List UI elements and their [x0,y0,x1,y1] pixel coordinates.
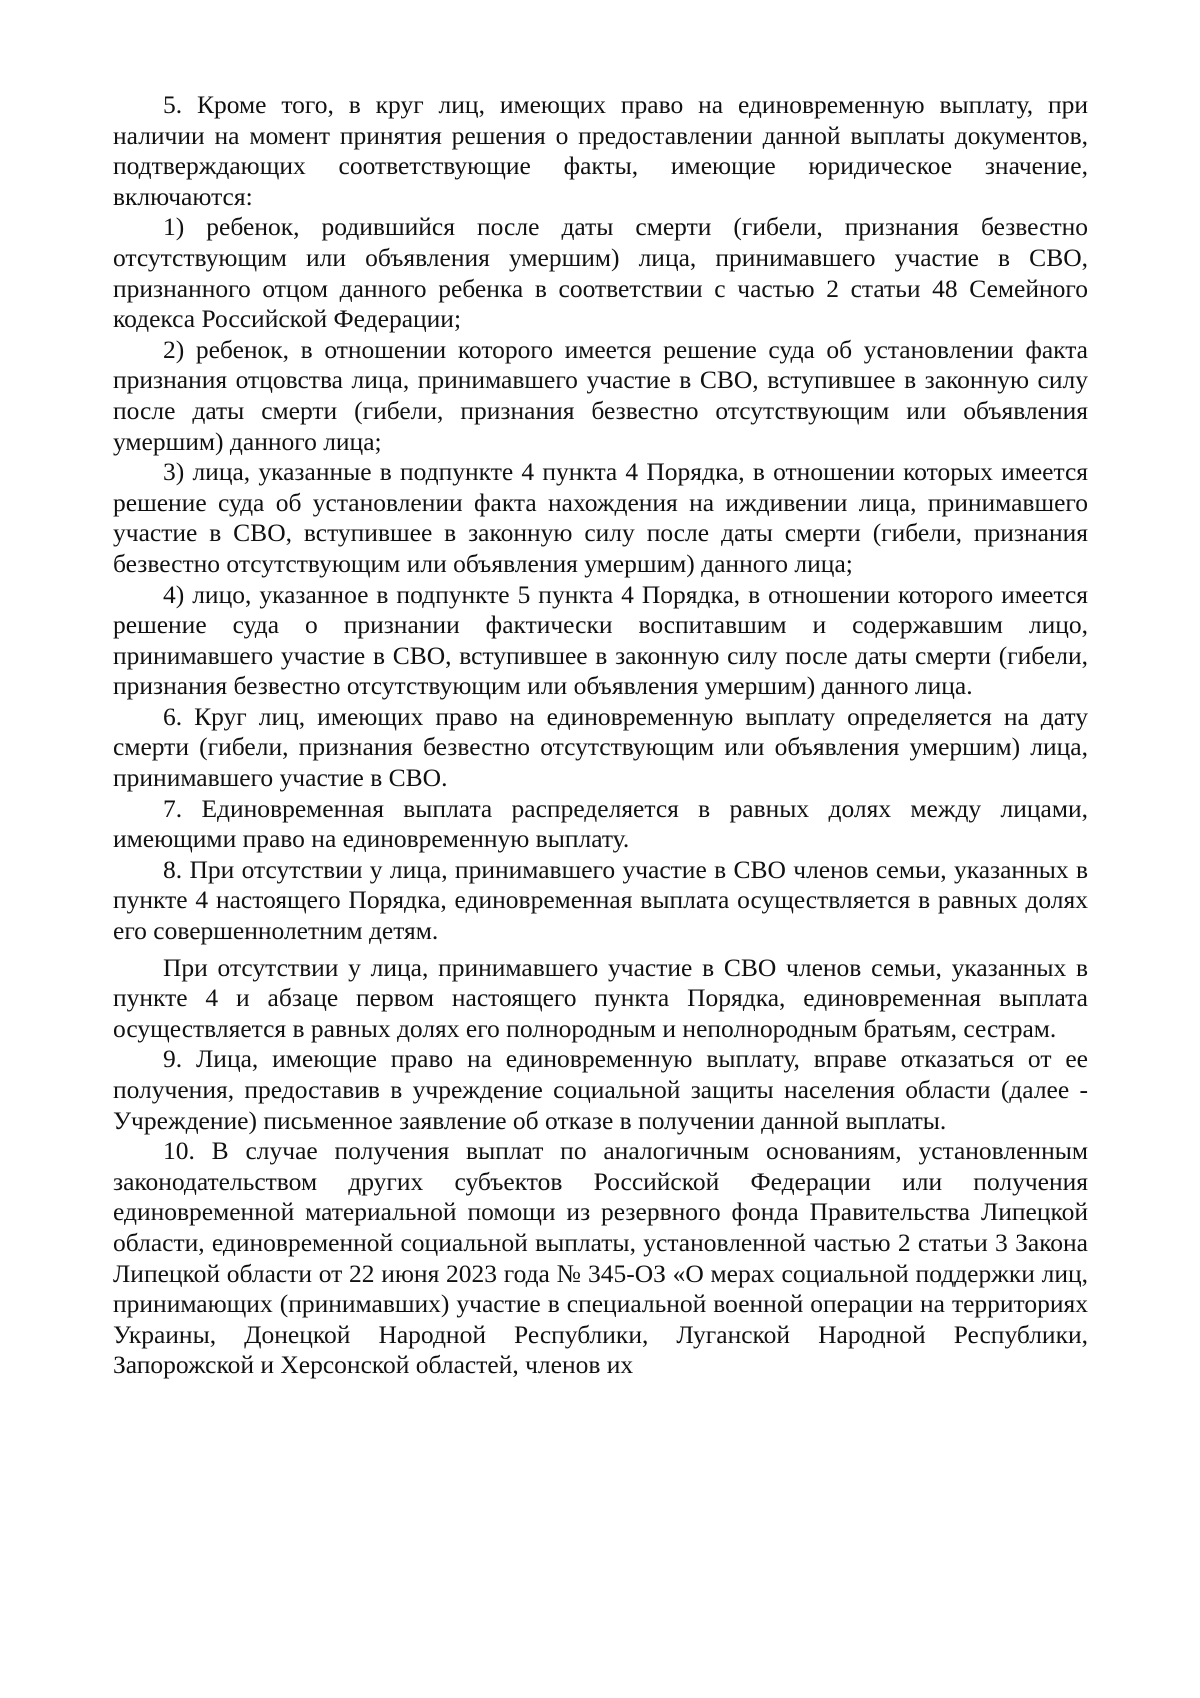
paragraph-10: 10. В случае получения выплат по аналогичным основаниям, установленным законодательством других субъектов Российской Федерации или получения единовременной материальной помощи из резервного фонда Правительства Липецкой области, единовременной социальной выплаты, установленной частью 2 статьи 3 Закона Липецкой области от 22 июня 2023 года № 345-ОЗ «О мерах социальной поддержки лиц, принимающих (принимавших) участие в специальной военной операции на территориях Украины, Донецкой Народной Республики, Луганской Народной Республики, Запорожской и Херсонской областей, членов их [113,1136,1088,1380]
paragraph-8: 8. При отсутствии у лица, принимавшего участие в СВО членов семьи, указанных в пункте 4 настоящего Порядка, единовременная выплата осуществляется в равных долях его совершеннолетним детям. [113,854,1088,946]
paragraph-9: 9. Лица, имеющие право на единовременную выплату, вправе отказаться от ее получения, предоставив в учреждение социальной защиты населения области (далее - Учреждение) письменное заявление об отказе в получении данной выплаты. [113,1044,1088,1135]
paragraph-8-second: При отсутствии у лица, принимавшего участие в СВО членов семьи, указанных в пункте 4 и абзаце первом настоящего пункта Порядка, единовременная выплата осуществляется в равных долях его полнородным и неполнородным братьям, сестрам. [113,952,1088,1043]
paragraph-5-item-3: 3) лица, указанные в подпункте 4 пункта 4 Порядка, в отношении которых имеется решение суда об установлении факта нахождения на иждивении лица, принимавшего участие в СВО, вступившее в законную силу после даты смерти (гибели, признания безвестно отсутствующим или объявления умершим) данного лица; [113,457,1088,578]
paragraph-5-item-2: 2) ребенок, в отношении которого имеется решение суда об установлении факта признания отцовства лица, принимавшего участие в СВО, вступившее в законную силу после даты смерти (гибели, признания безвестно отсутствующим или объявления умершим) данного лица; [113,334,1088,456]
paragraph-7: 7. Единовременная выплата распределяется в равных долях между лицами, имеющими право на единовременную выплату. [113,793,1088,854]
paragraph-5-item-1: 1) ребенок, родившийся после даты смерти (гибели, признания безвестно отсутствующим или объявления умершим) лица, принимавшего участие в СВО, признанного отцом данного ребенка в соответствии с частью 2 статьи 48 Семейного кодекса Российской Федерации; [113,212,1088,334]
paragraph-5-item-4: 4) лицо, указанное в подпункте 5 пункта 4 Порядка, в отношении которого имеется решение суда о признании фактически воспитавшим и содержавшим лицо, принимавшего участие в СВО, вступившее в законную силу после даты смерти (гибели, признания безвестно отсутствующим или объявления умершим) данного лица. [113,579,1088,701]
document-page [113,90,1088,1381]
paragraph-6: 6. Круг лиц, имеющих право на единовременную выплату определяется на дату смерти (гибели, признания безвестно отсутствующим или объявления умершим) лица, принимавшего участие в СВО. [113,701,1088,793]
paragraph-5: 5. Кроме того, в круг лиц, имеющих право на единовременную выплату, при наличии на момент принятия решения о предоставлении данной выплаты документов, подтверждающих соответствующие факты, имеющие юридическое значение, включаются: [113,90,1088,211]
